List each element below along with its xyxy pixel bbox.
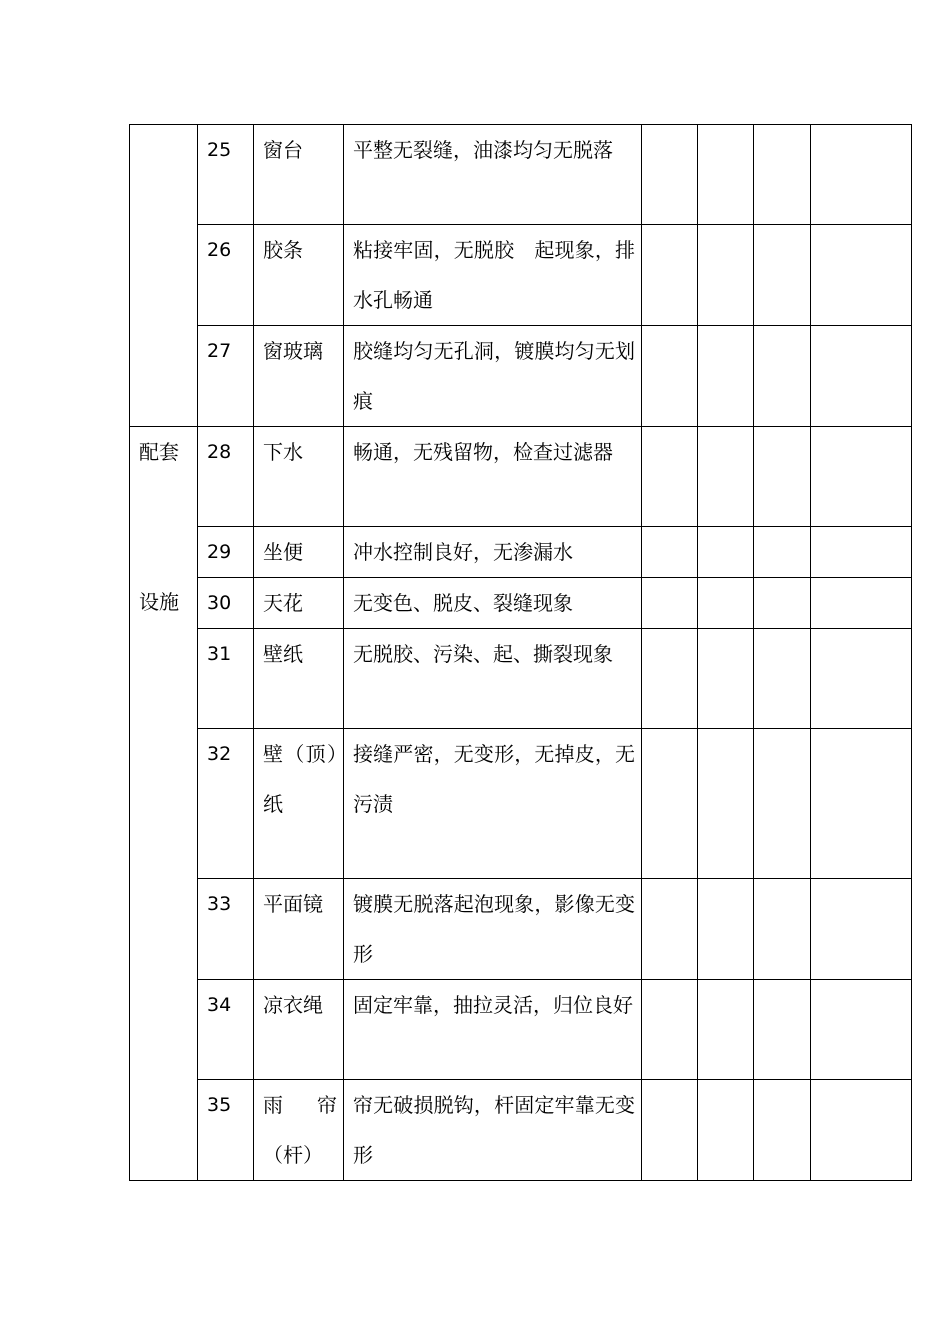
item-number: 35	[198, 1080, 254, 1181]
check-cell[interactable]	[698, 427, 754, 527]
check-cell[interactable]	[642, 879, 698, 980]
table-row	[130, 729, 912, 879]
remark-cell[interactable]	[811, 1080, 912, 1181]
item-number: 30	[198, 578, 254, 629]
category-cell	[130, 427, 198, 1181]
category-label-top: 配套	[139, 440, 179, 464]
check-cell[interactable]	[698, 125, 754, 225]
check-cell[interactable]	[754, 527, 811, 578]
check-cell[interactable]	[754, 1080, 811, 1181]
check-cell[interactable]	[754, 326, 811, 427]
check-cell[interactable]	[642, 729, 698, 879]
remark-cell[interactable]	[811, 527, 912, 578]
item-number: 34	[198, 980, 254, 1080]
item-standard: 胶缝均匀无孔洞，镀膜均匀无划痕	[344, 326, 642, 427]
item-name: 天花	[254, 578, 344, 629]
item-name: 胶条	[254, 225, 344, 326]
item-name: 下水	[254, 427, 344, 527]
item-number: 29	[198, 527, 254, 578]
check-cell[interactable]	[642, 125, 698, 225]
table-row	[130, 427, 912, 527]
check-cell[interactable]	[642, 980, 698, 1080]
table-row	[130, 879, 912, 980]
check-cell[interactable]	[642, 225, 698, 326]
item-standard: 冲水控制良好，无渗漏水	[344, 527, 642, 578]
check-cell[interactable]	[698, 629, 754, 729]
item-name: 雨 帘（杆）	[254, 1080, 344, 1181]
check-cell[interactable]	[698, 527, 754, 578]
check-cell[interactable]	[642, 527, 698, 578]
item-standard: 接缝严密，无变形，无掉皮，无污渍	[344, 729, 642, 879]
item-name: 壁纸	[254, 629, 344, 729]
remark-cell[interactable]	[811, 629, 912, 729]
item-standard: 帘无破损脱钩，杆固定牢靠无变形	[344, 1080, 642, 1181]
item-name: 坐便	[254, 527, 344, 578]
check-cell[interactable]	[698, 326, 754, 427]
check-cell[interactable]	[754, 629, 811, 729]
check-cell[interactable]	[754, 729, 811, 879]
item-name: 壁（顶）纸	[254, 729, 344, 879]
item-number: 32	[198, 729, 254, 879]
check-cell[interactable]	[754, 980, 811, 1080]
check-cell[interactable]	[698, 729, 754, 879]
check-cell[interactable]	[642, 578, 698, 629]
table-row	[130, 980, 912, 1080]
item-name: 窗台	[254, 125, 344, 225]
item-number: 27	[198, 326, 254, 427]
item-standard: 固定牢靠，抽拉灵活，归位良好	[344, 980, 642, 1080]
item-standard: 平整无裂缝，油漆均匀无脱落	[344, 125, 642, 225]
check-cell[interactable]	[754, 125, 811, 225]
check-cell[interactable]	[754, 427, 811, 527]
category-label-bottom: 设施	[139, 590, 179, 614]
remark-cell[interactable]	[811, 578, 912, 629]
item-standard: 畅通，无残留物，检查过滤器	[344, 427, 642, 527]
item-name: 窗玻璃	[254, 326, 344, 427]
remark-cell[interactable]	[811, 326, 912, 427]
item-number: 31	[198, 629, 254, 729]
table-row	[130, 1080, 912, 1181]
table-row	[130, 225, 912, 326]
table-row	[130, 125, 912, 225]
item-number: 26	[198, 225, 254, 326]
item-standard: 镀膜无脱落起泡现象，影像无变形	[344, 879, 642, 980]
item-name: 凉衣绳	[254, 980, 344, 1080]
check-cell[interactable]	[754, 879, 811, 980]
check-cell[interactable]	[642, 326, 698, 427]
inspection-table	[129, 124, 912, 1181]
check-cell[interactable]	[642, 427, 698, 527]
remark-cell[interactable]	[811, 729, 912, 879]
check-cell[interactable]	[642, 629, 698, 729]
remark-cell[interactable]	[811, 125, 912, 225]
item-number: 25	[198, 125, 254, 225]
item-number: 28	[198, 427, 254, 527]
remark-cell[interactable]	[811, 427, 912, 527]
check-cell[interactable]	[754, 578, 811, 629]
remark-cell[interactable]	[811, 980, 912, 1080]
table-row	[130, 326, 912, 427]
remark-cell[interactable]	[811, 225, 912, 326]
check-cell[interactable]	[698, 1080, 754, 1181]
check-cell[interactable]	[698, 225, 754, 326]
item-standard: 无变色、脱皮、裂缝现象	[344, 578, 642, 629]
remark-cell[interactable]	[811, 879, 912, 980]
check-cell[interactable]	[698, 980, 754, 1080]
table-row	[130, 629, 912, 729]
check-cell[interactable]	[698, 879, 754, 980]
check-cell[interactable]	[698, 578, 754, 629]
item-standard: 无脱胶、污染、起、撕裂现象	[344, 629, 642, 729]
check-cell[interactable]	[754, 225, 811, 326]
item-standard: 粘接牢固，无脱胶 起现象，排水孔畅通	[344, 225, 642, 326]
item-number: 33	[198, 879, 254, 980]
check-cell[interactable]	[642, 1080, 698, 1181]
item-name: 平面镜	[254, 879, 344, 980]
category-cell-empty	[130, 125, 198, 427]
